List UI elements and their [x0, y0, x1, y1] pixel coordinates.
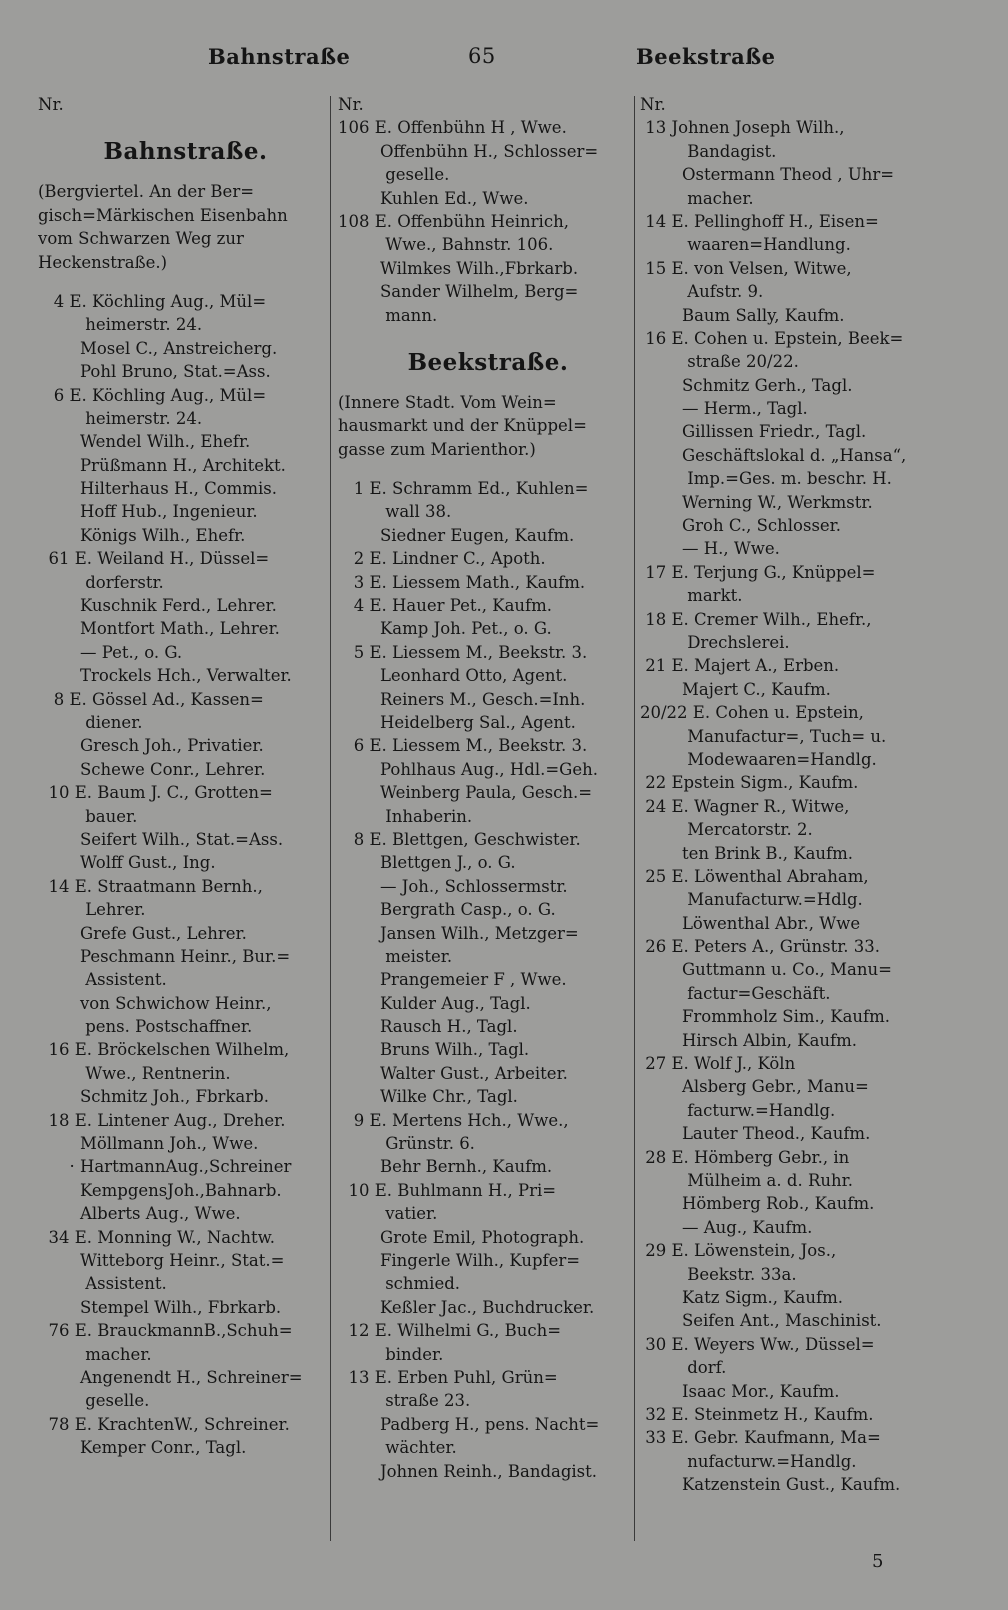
entry-line: Lauter Theod., Kaufm.	[640, 1124, 871, 1144]
entry-line: 10 E. Buhlmann H., Pri=	[338, 1180, 557, 1200]
entry-line: waaren=Handlung.	[640, 235, 851, 255]
entry-line: dorferstr.	[38, 572, 164, 592]
entry-line: Imp.=Ges. m. beschr. H.	[640, 469, 892, 489]
entry-line: — Aug., Kaufm.	[640, 1217, 813, 1237]
entry-line: Walter Gust., Arbeiter.	[338, 1063, 568, 1083]
street-description	[38, 180, 333, 274]
entry-line: Grünstr. 6.	[338, 1134, 475, 1154]
entry-line: 28 E. Hömberg Gebr., in	[640, 1147, 850, 1167]
entry-line: Siedner Eugen, Kaufm.	[338, 525, 575, 545]
entry-line: 30 E. Weyers Ww., Düssel=	[640, 1334, 875, 1354]
entry-line: 34 E. Monning W., Nachtw.	[38, 1227, 276, 1247]
entry-line: hausmarkt und der Knüppel=	[338, 416, 587, 436]
entry-line: Pohlhaus Aug., Hdl.=Geh.	[338, 759, 598, 779]
entry-line: Schmitz Joh., Fbrkarb.	[38, 1087, 269, 1107]
entry-line: 12 E. Wilhelmi G., Buch=	[338, 1321, 562, 1341]
entry-line: Witteborg Heinr., Stat.=	[38, 1250, 285, 1270]
entry-line: Padberg H., pens. Nacht=	[338, 1414, 600, 1434]
entry-line: facturw.=Handlg.	[640, 1100, 836, 1120]
entry-line: straße 20/22.	[640, 352, 799, 372]
entry-line: Inhaberin.	[338, 806, 473, 826]
running-head-right: Beekstraße	[636, 44, 776, 69]
entry-line: Majert C., Kaufm.	[640, 679, 831, 699]
entry-line: Kuhlen Ed., Wwe.	[338, 188, 529, 208]
entry-list	[38, 290, 333, 1460]
entry-line: Werning W., Werkmstr.	[640, 492, 873, 512]
entry-line: 1 E. Schramm Ed., Kuhlen=	[338, 479, 589, 499]
entry-line: 29 E. Löwenstein, Jos.,	[640, 1241, 837, 1261]
signature-mark: 5	[872, 1551, 884, 1572]
entry-line: Pohl Bruno, Stat.=Ass.	[38, 362, 271, 382]
entry-line: Grefe Gust., Lehrer.	[38, 923, 247, 943]
column-1	[38, 93, 333, 1460]
entry-line: Kuschnik Ferd., Lehrer.	[38, 596, 277, 616]
entry-line: 15 E. von Velsen, Witwe,	[640, 258, 852, 278]
entry-line: ten Brink B., Kaufm.	[640, 843, 854, 863]
entry-line: Grote Emil, Photograph.	[338, 1227, 585, 1247]
street-title: Bahnstraße.	[103, 138, 268, 166]
entry-line: 16 E. Cohen u. Epstein, Beek=	[640, 328, 904, 348]
entry-line: Fingerle Wilh., Kupfer=	[338, 1250, 581, 1270]
entry-line: factur=Geschäft.	[640, 983, 831, 1003]
entry-line: 13 Johnen Joseph Wilh.,	[640, 118, 845, 138]
entry-line: Wwe., Bahnstr. 106.	[338, 235, 554, 255]
entry-line: 14 E. Straatmann Bernh.,	[38, 876, 263, 896]
entry-line: Johnen Reinh., Bandagist.	[338, 1461, 598, 1481]
entry-line: Beekstr. 33a.	[640, 1264, 797, 1284]
entry-line: Keßler Jac., Buchdrucker.	[338, 1297, 595, 1317]
entry-line: 5 E. Liessem M., Beekstr. 3.	[338, 642, 588, 662]
entry-line: 106 E. Offenbühn H , Wwe.	[338, 118, 567, 138]
entry-line: 8 E. Gössel Ad., Kassen=	[38, 689, 264, 709]
entry-line: macher.	[38, 1344, 152, 1364]
entry-line: Heckenstraße.)	[38, 252, 168, 272]
entry-line: Aufstr. 9.	[640, 282, 764, 302]
entry-line: gisch=Märkischen Eisenbahn	[38, 205, 288, 225]
entry-line: Hirsch Albin, Kaufm.	[640, 1030, 858, 1050]
entry-line: schmied.	[338, 1274, 461, 1294]
entry-line: pens. Postschaffner.	[38, 1017, 253, 1037]
entry-line: Manufacturw.=Hdlg.	[640, 890, 863, 910]
column-3	[640, 93, 945, 1496]
entry-line: Mosel C., Anstreicherg.	[38, 338, 278, 358]
entry-line: Reiners M., Gesch.=Inh.	[338, 689, 586, 709]
entry-line: (Innere Stadt. Vom Wein=	[338, 392, 557, 412]
column-nr-label: Nr.	[38, 95, 64, 114]
entry-line: dorf.	[640, 1358, 727, 1378]
entry-line: Prangemeier F , Wwe.	[338, 970, 567, 990]
entry-line: Jansen Wilh., Metzger=	[338, 923, 579, 943]
entry-line: · HartmannAug.,Schreiner	[38, 1157, 292, 1177]
entry-line: — Herm., Tagl.	[640, 399, 808, 419]
entry-line: Blettgen J., o. G.	[338, 853, 516, 873]
entry-line: 16 E. Bröckelschen Wilhelm,	[38, 1040, 290, 1060]
entry-line: 8 E. Blettgen, Geschwister.	[338, 829, 581, 849]
entry-line: 20/22 E. Cohen u. Epstein,	[640, 703, 864, 723]
entry-line: Assistent.	[38, 970, 167, 990]
entry-list	[640, 116, 945, 1496]
page-number: 65	[468, 44, 496, 68]
entry-line: gasse zum Marienthor.)	[338, 439, 536, 459]
column-nr-label: Nr.	[640, 95, 666, 114]
entry-line: Kamp Joh. Pet., o. G.	[338, 619, 552, 639]
entry-line: — Joh., Schlossermstr.	[338, 876, 568, 896]
entry-line: nufacturw.=Handlg.	[640, 1451, 857, 1471]
entry-line: Manufactur=, Tuch= u.	[640, 726, 887, 746]
entry-line: 27 E. Wolf J., Köln	[640, 1054, 796, 1074]
entry-line: Mülheim a. d. Ruhr.	[640, 1170, 853, 1190]
entry-line: Bandagist.	[640, 141, 777, 161]
entry-line: 9 E. Mertens Hch., Wwe.,	[338, 1110, 569, 1130]
entry-line: 26 E. Peters A., Grünstr. 33.	[640, 937, 881, 957]
entry-line: Katz Sigm., Kaufm.	[640, 1287, 844, 1307]
entry-line: bauer.	[38, 806, 138, 826]
entry-line: wächter.	[338, 1438, 457, 1458]
entry-line: Weinberg Paula, Gesch.=	[338, 783, 593, 803]
entry-line: diener.	[38, 713, 143, 732]
entry-line: 76 E. BrauckmannB.,Schuh=	[38, 1321, 293, 1341]
entry-line: 2 E. Lindner C., Apoth.	[338, 549, 546, 569]
entry-line: meister.	[338, 946, 453, 966]
entry-line: binder.	[338, 1344, 444, 1364]
entry-line: Guttmann u. Co., Manu=	[640, 960, 892, 980]
entry-line: Mercatorstr. 2.	[640, 820, 813, 840]
entry-line: Hoff Hub., Ingenieur.	[38, 502, 258, 522]
entry-line: — Pet., o. G.	[38, 642, 183, 662]
entry-list	[338, 116, 638, 327]
entry-line: Löwenthal Abr., Wwe	[640, 913, 861, 933]
entry-line: Möllmann Joh., Wwe.	[38, 1134, 259, 1154]
entry-line: Drechslerei.	[640, 633, 790, 652]
entry-line: Stempel Wilh., Fbrkarb.	[38, 1297, 282, 1317]
entry-line: 18 E. Lintener Aug., Dreher.	[38, 1110, 286, 1130]
entry-line: Geschäftslokal d. „Hansa“,	[640, 445, 907, 465]
entry-line: geselle.	[338, 165, 450, 185]
entry-line: 32 E. Steinmetz H., Kaufm.	[640, 1404, 874, 1424]
entry-line: Lehrer.	[38, 900, 146, 920]
entry-line: 21 E. Majert A., Erben.	[640, 656, 840, 676]
entry-line: 10 E. Baum J. C., Grotten=	[38, 783, 273, 803]
entry-line: Prüßmann H., Architekt.	[38, 455, 286, 475]
column-2	[338, 93, 638, 1483]
entry-line: 78 E. KrachtenW., Schreiner.	[38, 1414, 290, 1434]
entry-line: wall 38.	[338, 502, 452, 522]
entry-line: heimerstr. 24.	[38, 315, 203, 335]
entry-line: Trockels Hch., Verwalter.	[38, 666, 292, 686]
entry-line: Leonhard Otto, Agent.	[338, 666, 568, 686]
entry-line: von Schwichow Heinr.,	[38, 993, 272, 1013]
entry-line: 13 E. Erben Puhl, Grün=	[338, 1367, 558, 1387]
entry-line: 3 E. Liessem Math., Kaufm.	[338, 572, 586, 592]
entry-line: Rausch H., Tagl.	[338, 1017, 518, 1037]
entry-line: 24 E. Wagner R., Witwe,	[640, 796, 850, 816]
entry-line: — H., Wwe.	[640, 539, 780, 559]
entry-line: vom Schwarzen Weg zur	[38, 229, 244, 249]
entry-line: 14 E. Pellinghoff H., Eisen=	[640, 211, 879, 231]
column-nr-label: Nr.	[338, 95, 364, 114]
entry-line: 22 Epstein Sigm., Kaufm.	[640, 773, 859, 793]
entry-line: 4 E. Hauer Pet., Kaufm.	[338, 596, 553, 616]
entry-line: Wwe., Rentnerin.	[38, 1063, 231, 1083]
entry-line: markt.	[640, 586, 743, 606]
entry-line: 33 E. Gebr. Kaufmann, Ma=	[640, 1428, 881, 1448]
entry-line: Katzenstein Gust., Kaufm.	[640, 1475, 901, 1495]
entry-line: 18 E. Cremer Wilh., Ehefr.,	[640, 609, 872, 629]
entry-line: Seifen Ant., Maschinist.	[640, 1311, 882, 1331]
entry-line: Wendel Wilh., Ehefr.	[38, 432, 251, 452]
entry-line: Kulder Aug., Tagl.	[338, 993, 531, 1013]
entry-line: Angenendt H., Schreiner=	[38, 1367, 303, 1387]
entry-line: 4 E. Köchling Aug., Mül=	[38, 291, 267, 311]
running-head-left: Bahnstraße	[208, 44, 351, 69]
entry-line: Alsberg Gebr., Manu=	[640, 1077, 869, 1097]
entry-line: Alberts Aug., Wwe.	[38, 1204, 241, 1224]
entry-line: Groh C., Schlosser.	[640, 516, 842, 536]
entry-line: Behr Bernh., Kaufm.	[338, 1157, 553, 1177]
entry-line: 6 E. Köchling Aug., Mül=	[38, 385, 267, 405]
entry-line: Bergrath Casp., o. G.	[338, 900, 556, 920]
entry-line: 6 E. Liessem M., Beekstr. 3.	[338, 736, 588, 756]
entry-line: 108 E. Offenbühn Heinrich,	[338, 211, 569, 231]
entry-line: macher.	[640, 188, 754, 208]
entry-line: Bruns Wilh., Tagl.	[338, 1040, 530, 1060]
entry-line: Offenbühn H., Schlosser=	[338, 141, 599, 161]
entry-line: Wilmkes Wilh.,Fbrkarb.	[338, 258, 579, 278]
entry-list	[338, 477, 638, 1483]
entry-line: Königs Wilh., Ehefr.	[38, 525, 246, 545]
entry-line: heimerstr. 24.	[38, 408, 203, 428]
entry-line: geselle.	[38, 1391, 150, 1411]
entry-line: Baum Sally, Kaufm.	[640, 305, 845, 325]
entry-line: Gresch Joh., Privatier.	[38, 736, 264, 756]
entry-line: (Bergviertel. An der Ber=	[38, 182, 255, 202]
entry-line: straße 23.	[338, 1391, 471, 1411]
entry-line: Assistent.	[38, 1274, 167, 1294]
entry-line: Gillissen Friedr., Tagl.	[640, 422, 867, 442]
entry-line: Peschmann Heinr., Bur.=	[38, 946, 291, 966]
entry-line: Wilke Chr., Tagl.	[338, 1087, 518, 1107]
entry-line: Frommholz Sim., Kaufm.	[640, 1007, 891, 1027]
entry-line: Modewaaren=Handlg.	[640, 749, 877, 769]
entry-line: 25 E. Löwenthal Abraham,	[640, 866, 869, 886]
entry-line: Seifert Wilh., Stat.=Ass.	[38, 829, 284, 849]
entry-line: Kemper Conr., Tagl.	[38, 1438, 247, 1458]
entry-line: 17 E. Terjung G., Knüppel=	[640, 562, 876, 582]
entry-line: Sander Wilhelm, Berg=	[338, 282, 579, 302]
entry-line: Montfort Math., Lehrer.	[38, 619, 280, 639]
entry-line: Ostermann Theod , Uhr=	[640, 165, 895, 185]
entry-line: mann.	[338, 305, 438, 325]
entry-line: Hilterhaus H., Commis.	[38, 479, 277, 499]
entry-line: vatier.	[338, 1204, 438, 1224]
entry-line: Schmitz Gerh., Tagl.	[640, 375, 853, 395]
street-title: Beekstraße.	[407, 348, 569, 376]
entry-line: Wolff Gust., Ing.	[38, 853, 216, 873]
entry-line: Schewe Conr., Lehrer.	[38, 759, 266, 779]
entry-line: Hömberg Rob., Kaufm.	[640, 1194, 875, 1214]
entry-line: KempgensJoh.,Bahnarb.	[38, 1180, 282, 1200]
entry-line: 61 E. Weiland H., Düssel=	[38, 549, 270, 569]
entry-line: Isaac Mor., Kaufm.	[640, 1381, 840, 1401]
street-description	[338, 391, 638, 461]
entry-line: Heidelberg Sal., Agent.	[338, 713, 576, 732]
